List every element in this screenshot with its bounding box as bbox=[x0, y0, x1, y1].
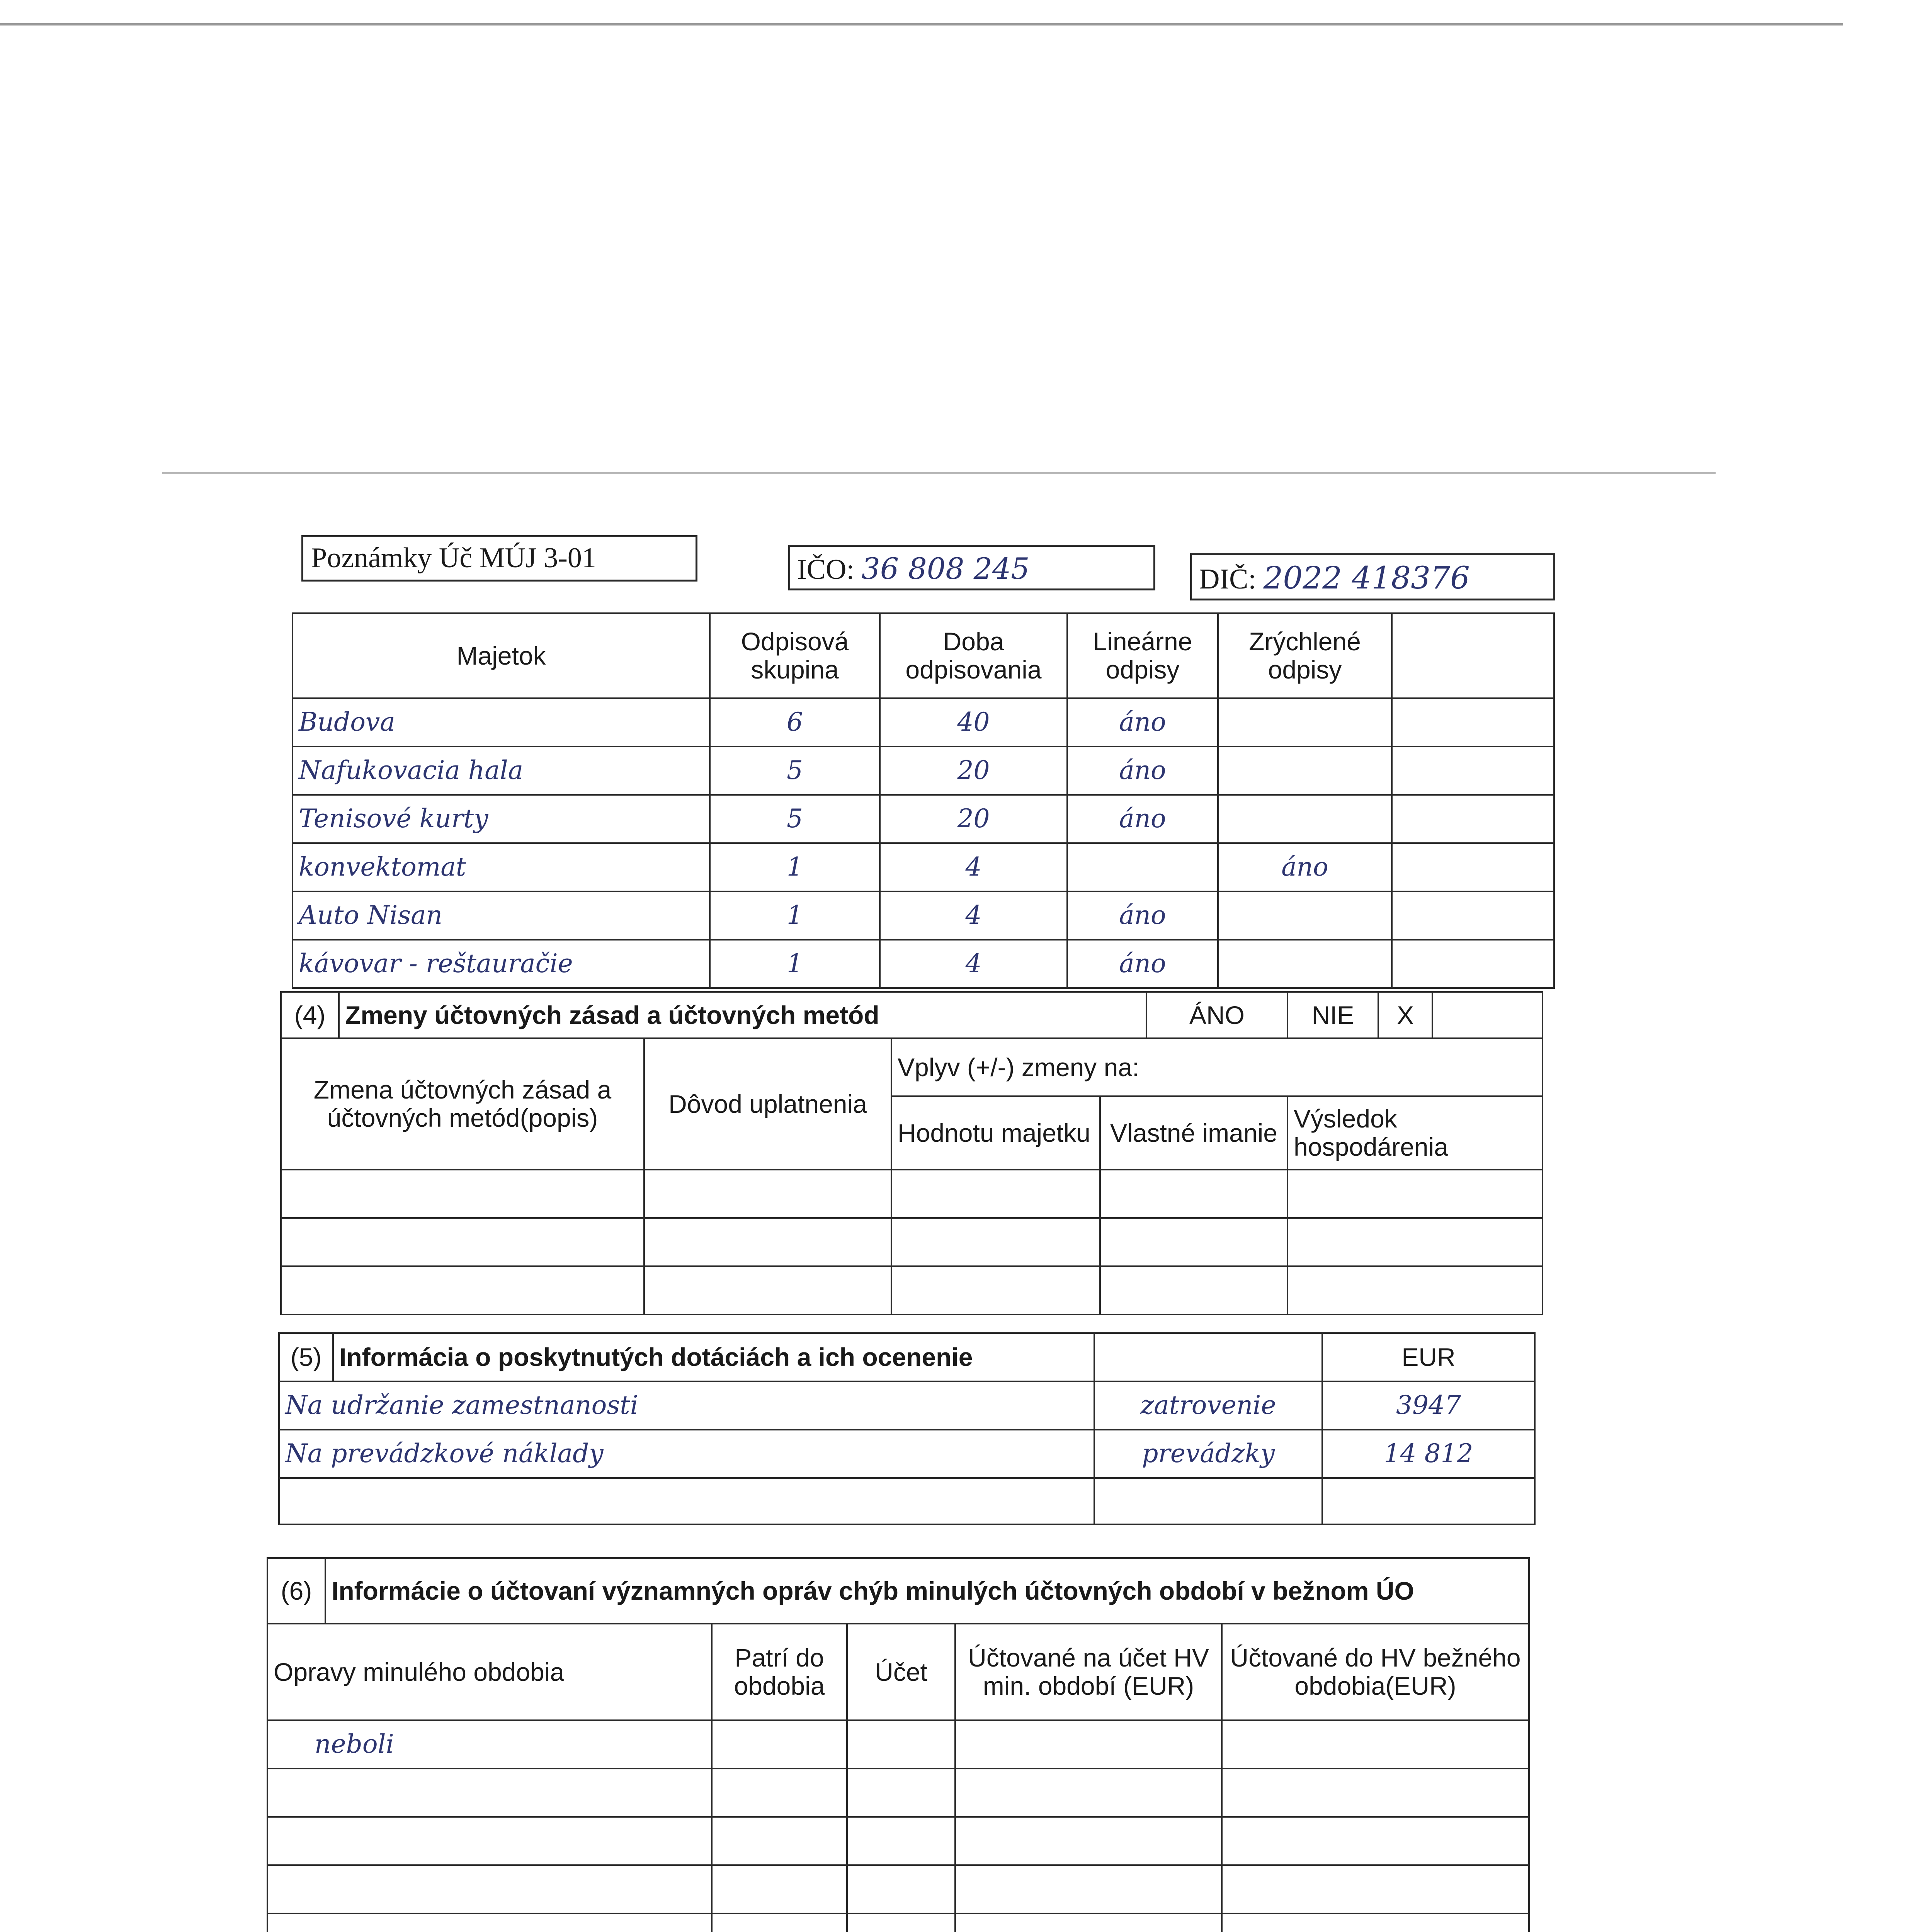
asset-doba: 4 bbox=[880, 891, 1067, 940]
cell bbox=[1094, 1478, 1322, 1524]
ico-label: IČO: bbox=[797, 554, 854, 585]
asset-name: Tenisové kurty bbox=[293, 795, 710, 843]
section5-number: (5) bbox=[279, 1333, 333, 1381]
table-row bbox=[267, 1817, 1529, 1865]
asset-name: Budova bbox=[293, 698, 710, 747]
table-row bbox=[267, 1865, 1529, 1913]
asset-skupina: 5 bbox=[710, 795, 880, 843]
scan-top-edge bbox=[0, 23, 1843, 26]
section5-eur: EUR bbox=[1322, 1333, 1535, 1381]
asset-extra bbox=[1392, 843, 1554, 891]
asset-skupina: 6 bbox=[710, 698, 880, 747]
cell bbox=[712, 1720, 847, 1769]
section6-table bbox=[267, 1557, 1530, 1932]
asset-name: konvektomat bbox=[293, 843, 710, 891]
col-empty bbox=[1392, 613, 1554, 698]
section4-col-dovod: Dôvod uplatnenia bbox=[644, 1038, 891, 1170]
asset-extra bbox=[1392, 940, 1554, 988]
section4-nie: NIE bbox=[1287, 992, 1378, 1038]
asset-doba: 20 bbox=[880, 747, 1067, 795]
asset-zrychlene bbox=[1218, 891, 1392, 940]
asset-doba: 40 bbox=[880, 698, 1067, 747]
assets-table bbox=[292, 612, 1555, 989]
cell bbox=[712, 1769, 847, 1817]
cell bbox=[847, 1769, 955, 1817]
cell bbox=[847, 1913, 955, 1932]
asset-doba: 20 bbox=[880, 795, 1067, 843]
poznamky-label: Poznámky Úč MÚJ 3-01 bbox=[311, 542, 596, 574]
section4-col-zmena: Zmena účtovných zásad a účtovných metód(popis) bbox=[281, 1038, 644, 1170]
cell bbox=[712, 1865, 847, 1913]
cell bbox=[281, 1170, 644, 1218]
asset-extra bbox=[1392, 891, 1554, 940]
dic-value: 2022 418376 bbox=[1263, 560, 1470, 596]
asset-zrychlene bbox=[1218, 795, 1392, 843]
section4-ano: ÁNO bbox=[1146, 992, 1287, 1038]
section6-entry: neboli bbox=[267, 1720, 712, 1769]
cell bbox=[955, 1865, 1222, 1913]
cell bbox=[267, 1817, 712, 1865]
section4-nie-mark: X bbox=[1378, 992, 1432, 1038]
cell bbox=[644, 1266, 891, 1315]
asset-zrychlene bbox=[1218, 747, 1392, 795]
cell bbox=[267, 1769, 712, 1817]
cell bbox=[1100, 1218, 1287, 1266]
table-row bbox=[279, 1381, 1535, 1430]
section4-number: (4) bbox=[281, 992, 339, 1038]
table-row bbox=[293, 698, 1554, 747]
asset-skupina: 1 bbox=[710, 843, 880, 891]
cell bbox=[1100, 1170, 1287, 1218]
cell bbox=[267, 1865, 712, 1913]
asset-extra bbox=[1392, 747, 1554, 795]
asset-name: Auto Nisan bbox=[293, 891, 710, 940]
cell bbox=[891, 1170, 1100, 1218]
section5-title: Informácia o poskytnutých dotáciách a ich ocenenie bbox=[333, 1333, 1094, 1381]
cell bbox=[279, 1478, 1094, 1524]
cell bbox=[955, 1720, 1222, 1769]
table-row bbox=[279, 1478, 1535, 1524]
section6-col-patri: Patrí do obdobia bbox=[712, 1624, 847, 1720]
section6-col-hv-bez: Účtované do HV bežného obdobia(EUR) bbox=[1222, 1624, 1529, 1720]
asset-skupina: 1 bbox=[710, 940, 880, 988]
table-row bbox=[293, 795, 1554, 843]
subsidy-purpose: Na udržanie zamestnanosti bbox=[279, 1381, 1094, 1430]
table-row bbox=[293, 843, 1554, 891]
section4-col-vysledok: Výsledok hospodárenia bbox=[1287, 1096, 1543, 1170]
section6-col-opravy: Opravy minulého obdobia bbox=[267, 1624, 712, 1720]
asset-name: kávovar - reštauračie bbox=[293, 940, 710, 988]
asset-linearne bbox=[1067, 843, 1218, 891]
section6-number: (6) bbox=[267, 1558, 325, 1624]
asset-zrychlene: áno bbox=[1218, 843, 1392, 891]
cell bbox=[955, 1769, 1222, 1817]
cell bbox=[1287, 1218, 1543, 1266]
cell bbox=[1222, 1720, 1529, 1769]
asset-linearne: áno bbox=[1067, 891, 1218, 940]
col-doba-odpisovania: Doba odpisovania bbox=[880, 613, 1067, 698]
dic-box bbox=[1190, 553, 1555, 600]
asset-doba: 4 bbox=[880, 843, 1067, 891]
cell bbox=[1100, 1266, 1287, 1315]
section4-table bbox=[280, 991, 1543, 1315]
asset-extra bbox=[1392, 795, 1554, 843]
table-row bbox=[293, 747, 1554, 795]
asset-zrychlene bbox=[1218, 940, 1392, 988]
cell bbox=[955, 1913, 1222, 1932]
table-row bbox=[293, 891, 1554, 940]
cell bbox=[847, 1720, 955, 1769]
cell bbox=[955, 1817, 1222, 1865]
asset-doba: 4 bbox=[880, 940, 1067, 988]
cell bbox=[281, 1266, 644, 1315]
table-row bbox=[281, 1170, 1543, 1218]
col-zrychlene-odpisy: Zrýchlené odpisy bbox=[1218, 613, 1392, 698]
cell bbox=[847, 1817, 955, 1865]
asset-zrychlene bbox=[1218, 698, 1392, 747]
col-odpisova-skupina: Odpisová skupina bbox=[710, 613, 880, 698]
ico-box bbox=[788, 545, 1155, 590]
cell bbox=[1222, 1817, 1529, 1865]
asset-skupina: 5 bbox=[710, 747, 880, 795]
table-row bbox=[267, 1720, 1529, 1769]
section4-title: Zmeny účtovných zásad a účtovných metód bbox=[339, 992, 1146, 1038]
asset-skupina: 1 bbox=[710, 891, 880, 940]
asset-linearne: áno bbox=[1067, 940, 1218, 988]
cell bbox=[847, 1865, 955, 1913]
cell bbox=[1287, 1170, 1543, 1218]
poznamky-box bbox=[301, 535, 697, 582]
cell bbox=[281, 1218, 644, 1266]
cell bbox=[644, 1170, 891, 1218]
asset-linearne: áno bbox=[1067, 795, 1218, 843]
table-row bbox=[267, 1769, 1529, 1817]
cell bbox=[712, 1913, 847, 1932]
table-row bbox=[281, 1266, 1543, 1315]
table-row bbox=[279, 1430, 1535, 1478]
subsidy-type: zatrovenie bbox=[1094, 1381, 1322, 1430]
section5-header-blank bbox=[1094, 1333, 1322, 1381]
col-majetok: Majetok bbox=[293, 613, 710, 698]
section6-col-ucet: Účet bbox=[847, 1624, 955, 1720]
asset-name: Nafukovacia hala bbox=[293, 747, 710, 795]
asset-linearne: áno bbox=[1067, 747, 1218, 795]
form-top-rule bbox=[162, 472, 1716, 474]
cell bbox=[1222, 1769, 1529, 1817]
subsidy-amount: 14 812 bbox=[1322, 1430, 1535, 1478]
cell bbox=[1287, 1266, 1543, 1315]
section4-col-hodnota: Hodnotu majetku bbox=[891, 1096, 1100, 1170]
cell bbox=[1222, 1865, 1529, 1913]
section4-col-imanie: Vlastné imanie bbox=[1100, 1096, 1287, 1170]
cell bbox=[891, 1218, 1100, 1266]
subsidy-type: prevádzky bbox=[1094, 1430, 1322, 1478]
section4-col-vplyv: Vplyv (+/-) zmeny na: bbox=[891, 1038, 1543, 1096]
cell bbox=[1322, 1478, 1535, 1524]
dic-label: DIČ: bbox=[1199, 563, 1256, 595]
cell bbox=[891, 1266, 1100, 1315]
subsidy-purpose: Na prevádzkové náklady bbox=[279, 1430, 1094, 1478]
cell bbox=[1222, 1913, 1529, 1932]
cell bbox=[644, 1218, 891, 1266]
asset-linearne: áno bbox=[1067, 698, 1218, 747]
cell bbox=[267, 1913, 712, 1932]
subsidy-amount: 3947 bbox=[1322, 1381, 1535, 1430]
section5-table bbox=[278, 1332, 1536, 1525]
ico-value: 36 808 245 bbox=[861, 551, 1030, 586]
asset-extra bbox=[1392, 698, 1554, 747]
table-row bbox=[281, 1218, 1543, 1266]
section6-col-hv-min: Účtované na účet HV min. období (EUR) bbox=[955, 1624, 1222, 1720]
cell bbox=[712, 1817, 847, 1865]
table-row bbox=[267, 1913, 1529, 1932]
section6-title: Informácie o účtovaní významných opráv chýb minulých účtovných období v bežnom ÚO bbox=[325, 1558, 1529, 1624]
table-row bbox=[293, 940, 1554, 988]
col-linearne-odpisy: Lineárne odpisy bbox=[1067, 613, 1218, 698]
section4-filler bbox=[1432, 992, 1543, 1038]
